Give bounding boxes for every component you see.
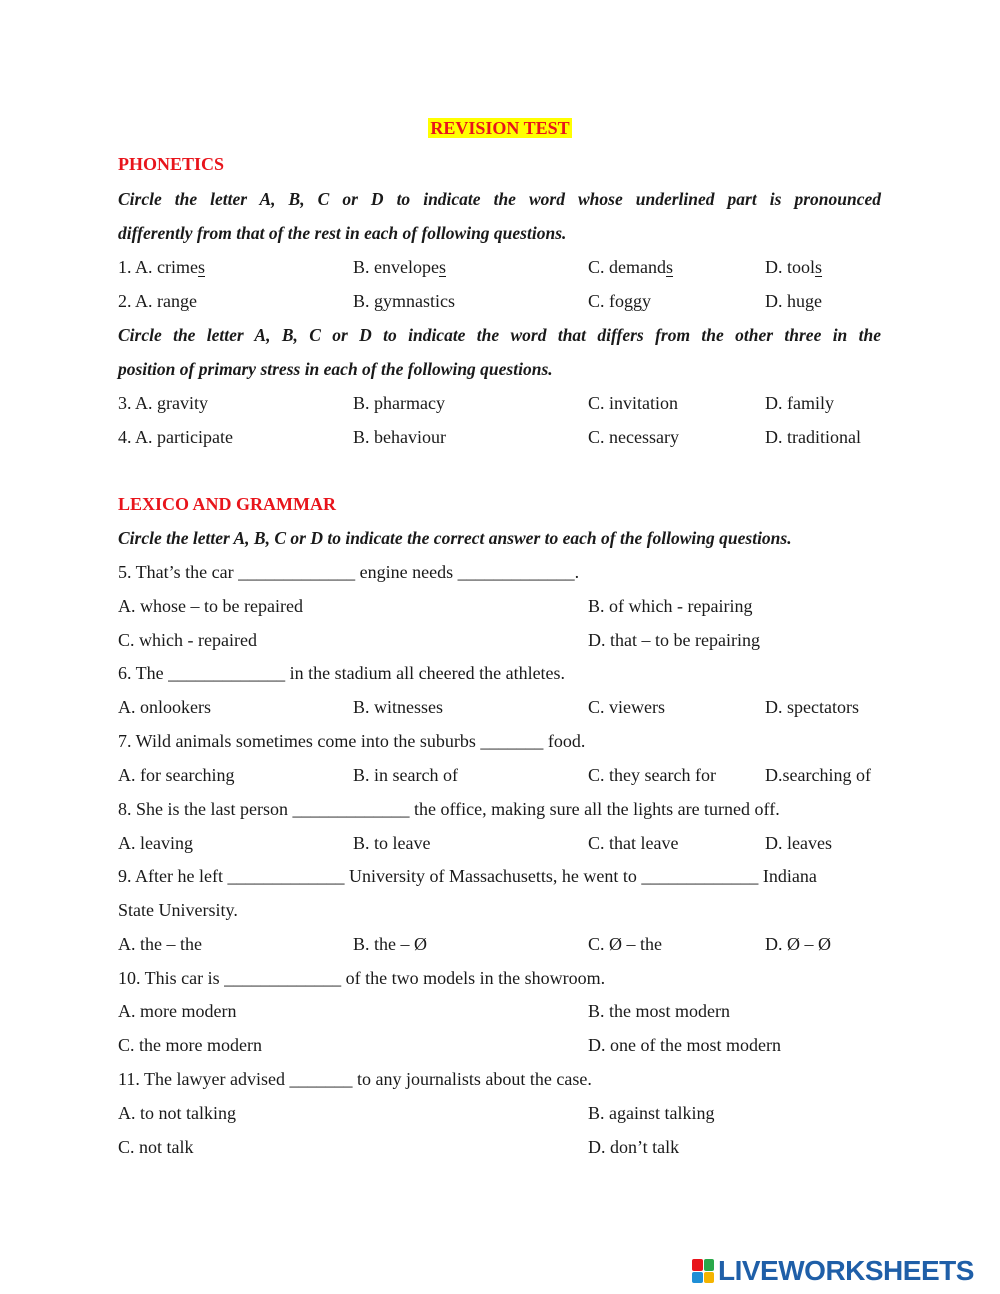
option-11b[interactable]: B. against talking [588,1103,715,1123]
option-7a[interactable]: A. for searching [118,765,235,785]
question-10-stem: 10. This car is _____________ of the two models in the showroom. [118,968,606,988]
liveworksheets-logo[interactable] [692,1256,974,1286]
option-8a[interactable]: A. leaving [118,833,193,853]
question-5-stem: 5. That’s the car _____________ engine needs _____________. [118,562,580,582]
option-1b[interactable]: B. envelopes [353,257,446,277]
option-9a[interactable]: A. the – the [118,934,202,954]
section-heading-phonetics: PHONETICS [118,154,225,174]
option-3b[interactable]: B. pharmacy [353,393,445,413]
option-5b[interactable]: B. of which - repairing [588,596,753,616]
option-6b[interactable]: B. witnesses [353,697,443,717]
option-3d[interactable]: D. family [765,393,834,413]
option-11c[interactable]: C. not talk [118,1137,194,1157]
option-9d[interactable]: D. Ø – Ø [765,934,831,954]
option-7c[interactable]: C. they search for [588,765,716,785]
question-11-stem: 11. The lawyer advised _______ to any journalists about the case. [118,1069,592,1089]
option-2c[interactable]: C. foggy [588,291,651,311]
option-4b[interactable]: B. behaviour [353,427,446,447]
instruction-stress: Circle the letter A, B, C or D to indicate the word that differs from the other three in the [118,325,881,345]
option-3c[interactable]: C. invitation [588,393,678,413]
option-2d[interactable]: D. huge [765,291,822,311]
logo-text: LIVEWORKSHEETS [718,1255,974,1286]
option-11d[interactable]: D. don’t talk [588,1137,680,1157]
option-8c[interactable]: C. that leave [588,833,679,853]
option-4a[interactable]: 4. A. participate [118,427,233,447]
option-7d[interactable]: D.searching of [765,765,871,785]
option-9c[interactable]: C. Ø – the [588,934,662,954]
logo-icon [692,1259,714,1283]
option-8d[interactable]: D. leaves [765,833,832,853]
option-8b[interactable]: B. to leave [353,833,431,853]
option-1c[interactable]: C. demands [588,257,674,277]
instruction-pronunciation-cont: differently from that of the rest in each of following questions. [118,223,567,243]
option-5a[interactable]: A. whose – to be repaired [118,596,303,616]
question-6-stem: 6. The _____________ in the stadium all cheered the athletes. [118,663,566,683]
option-5d[interactable]: D. that – to be repairing [588,630,760,650]
page-title: REVISION TEST [430,118,570,138]
option-5c[interactable]: C. which - repaired [118,630,257,650]
option-11a[interactable]: A. to not talking [118,1103,236,1123]
question-7-stem: 7. Wild animals sometimes come into the suburbs _______ food. [118,731,586,751]
instruction-stress-cont: position of primary stress in each of the following questions. [118,359,553,379]
option-10a[interactable]: A. more modern [118,1001,237,1021]
option-6d[interactable]: D. spectators [765,697,859,717]
option-10b[interactable]: B. the most modern [588,1001,730,1021]
question-8-stem: 8. She is the last person _____________ the office, making sure all the lights are turned off. [118,799,780,819]
instruction-grammar: Circle the letter A, B, C or D to indicate the correct answer to each of the following questions. [118,528,792,548]
question-9-stem-cont: State University. [118,900,238,920]
option-9b[interactable]: B. the – Ø [353,934,427,954]
section-heading-grammar: LEXICO AND GRAMMAR [118,494,336,514]
option-10c[interactable]: C. the more modern [118,1035,262,1055]
option-6a[interactable]: A. onlookers [118,697,211,717]
instruction-pronunciation: Circle the letter A, B, C or D to indicate the word whose underlined part is pronounced [118,189,881,209]
option-2a[interactable]: 2. A. range [118,291,197,311]
option-6c[interactable]: C. viewers [588,697,665,717]
option-1d[interactable]: D. tools [765,257,823,277]
option-4c[interactable]: C. necessary [588,427,679,447]
question-9-stem: 9. After he left _____________ University of Massachusetts, he went to _____________ Indiana [118,866,817,886]
option-10d[interactable]: D. one of the most modern [588,1035,781,1055]
option-4d[interactable]: D. traditional [765,427,861,447]
option-7b[interactable]: B. in search of [353,765,458,785]
option-1a[interactable]: 1. A. crimes [118,257,205,277]
option-3a[interactable]: 3. A. gravity [118,393,208,413]
option-2b[interactable]: B. gymnastics [353,291,456,311]
